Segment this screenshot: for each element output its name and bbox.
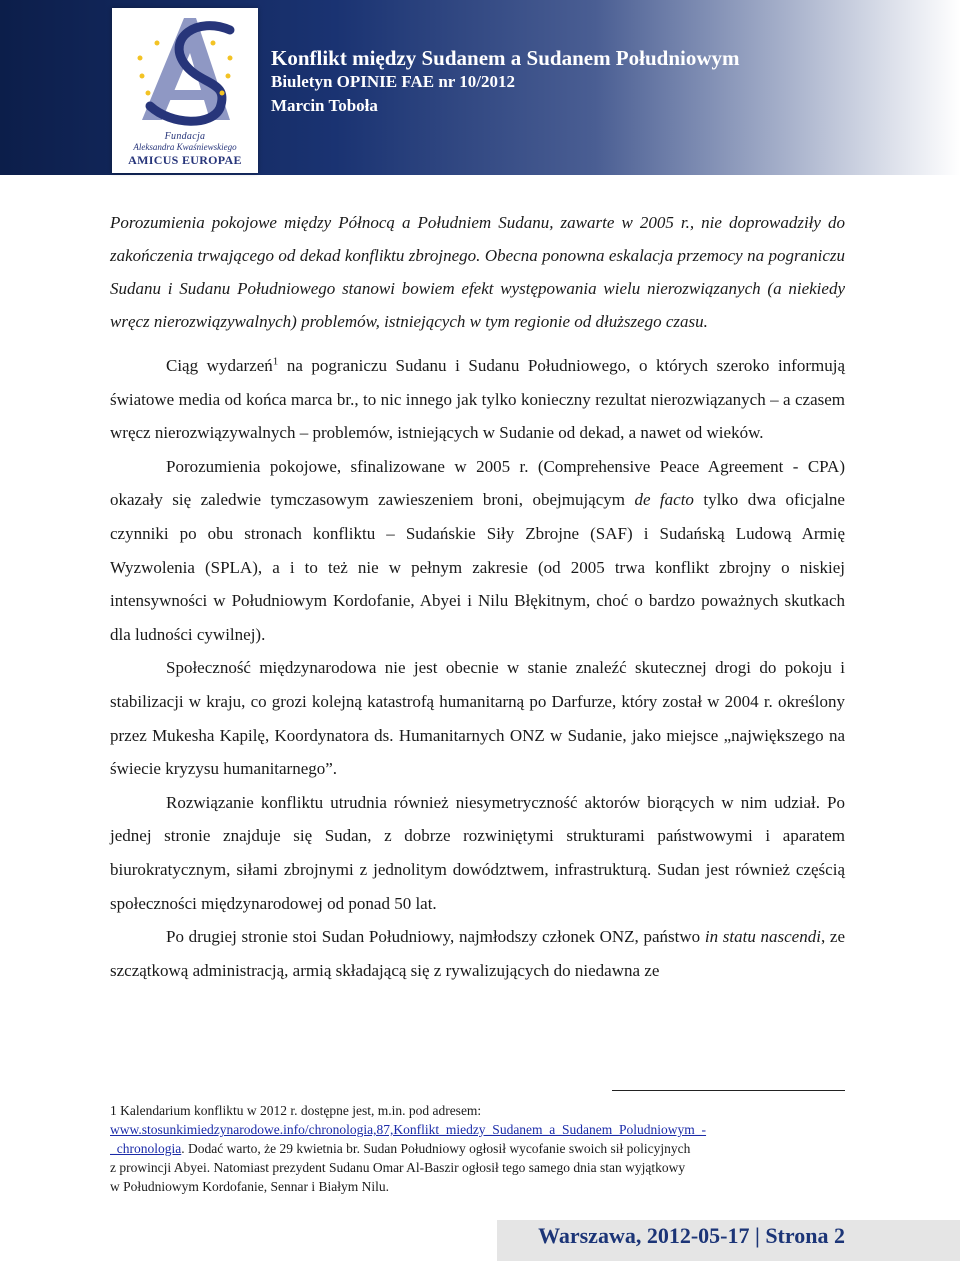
footnote-line-1: 1 Kalendarium konfliktu w 2012 r. dostępne jest, m.in. pod adresem:	[110, 1103, 482, 1118]
author-name: Marcin Toboła	[271, 96, 378, 115]
footnote-reference[interactable]: 1	[272, 355, 279, 368]
footer-date-page: Warszawa, 2012-05-17 | Strona 2	[538, 1223, 845, 1248]
paragraph-1-text-a: Ciąg wydarzeń	[166, 356, 273, 375]
paragraph-1-text-b: na pograniczu Sudanu i Sudanu Południowego, o których szeroko informują światowe media od końca marca br., to nic innego jak tylko konieczny rezultat nierozwiązanych – a czasem wręcz nierozwiązywalnych – problemów, istniejących w Sudanie od dekad, a nawet od wieków.	[110, 356, 845, 443]
footnote-link-continued[interactable]: _chronologia	[110, 1141, 182, 1156]
paragraph-3: Społeczność międzynarodowa nie jest obecnie w stanie znaleźć skutecznej drogi do pokoju i stabilizacji w kraju, co grozi kolejną katastrofą humanitarną po Darfurze, który został w 2004 r. określony przez Mukesha Kapilę, Koordynatora ds. Humanitarnych ONZ w Sudanie, jako miejsce „największego na świecie kryzysu humanitarnego”.	[110, 658, 845, 779]
footnote-line-4: z prowincji Abyei. Natomiast prezydent Sudanu Omar Al-Baszir ogłosił tego samego dnia stan wyjątkowy	[110, 1160, 686, 1175]
footnote-line-5: w Południowym Kordofanie, Sennar i Białym Nilu.	[110, 1179, 389, 1194]
header-banner	[0, 0, 960, 175]
lead-paragraph: Porozumienia pokojowe między Północą a Południem Sudanu, zawarte w 2005 r., nie doprowadziły do zakończenia trwającego od dekad konfliktu zbrojnego. Obecna ponowna eskalacja przemocy na pograniczu Sudanu i Sudanu Południowego stanowi bowiem efekt występowania wielu nierozwiązanych (a niekiedy wręcz nierozwiązywalnych) problemów, istniejących w tym regionie od dłuższego czasu.	[110, 213, 845, 331]
footnote-line-2	[110, 1120, 845, 1139]
footnote	[110, 1101, 845, 1196]
bulletin-number: Biuletyn OPINIE FAE nr 10/2012	[271, 72, 516, 91]
footnote-link[interactable]: www.stosunkimiedzynarodowe.info/chronologia,87,Konflikt_miedzy_Sudanem_a_Sudanem_Poludniowym_-	[110, 1122, 707, 1137]
paragraph-2-italic: de facto	[634, 490, 694, 510]
footnote-line-3	[110, 1139, 845, 1158]
paragraph-2-text-b: tylko dwa oficjalne czynniki po obu stronach konfliktu – Sudańskie Siły Zbrojne (SAF) i Sudańską Ludową Armię Wyzwolenia (SPLA), a i to też nie w pełnym zakresie (od 2005 trwa konflikt zbrojny o niskiej intensywności w Południowym Kordofanie, Abyei i Nilu Błękitnym, choć o bardzo poważnych skutkach dla ludności cywilnej).	[110, 490, 845, 644]
paragraph-5-italic: in statu nascendi	[704, 927, 821, 947]
logo-line-1: Fundacja	[164, 131, 206, 142]
amicus-europae-logo-icon	[112, 8, 258, 133]
paragraph-5-text-a: Po drugiej stronie stoi Sudan Południowy, najmłodszy członek ONZ, państwo	[166, 927, 705, 947]
footnote-divider	[612, 1090, 845, 1091]
foundation-logo	[112, 8, 258, 173]
document-title: Konflikt między Sudanem a Sudanem Południowym	[271, 46, 740, 70]
logo-line-3: AMICUS EUROPAE	[128, 153, 242, 167]
paragraph-5	[110, 920, 845, 987]
paragraph-2	[110, 450, 845, 652]
article-body	[110, 206, 845, 987]
paragraph-2-text-a: Porozumienia pokojowe, sfinalizowane w 2005 r. (Comprehensive Peace Agreement - CPA) okazały się zaledwie tymczasowym zawieszeniem broni, obejmującym	[110, 456, 845, 510]
paragraph-5-text-b: , ze szczątkową administracją, armią składającą się z rywalizujących do niedawna ze	[110, 927, 846, 980]
paragraph-4: Rozwiązanie konfliktu utrudnia również niesymetryczność aktorów biorących w nim udział. Po jednej stronie znajduje się Sudan, z dobrze rozwiniętymi strukturami państwowymi i aparatem biurokratycznym, siłami zbrojnymi z jednolitym dowództwem, infrastrukturą. Sudan jest również częścią społeczności międzynarodowej od ponad 50 lat.	[110, 792, 845, 913]
footnote-line-3-text: . Dodać warto, że 29 kwietnia br. Sudan Południowy ogłosił wycofanie swoich sił policyjnych	[181, 1141, 691, 1156]
logo-line-2: Aleksandra Kwaśniewskiego	[133, 142, 237, 152]
paragraph-1	[110, 349, 845, 450]
